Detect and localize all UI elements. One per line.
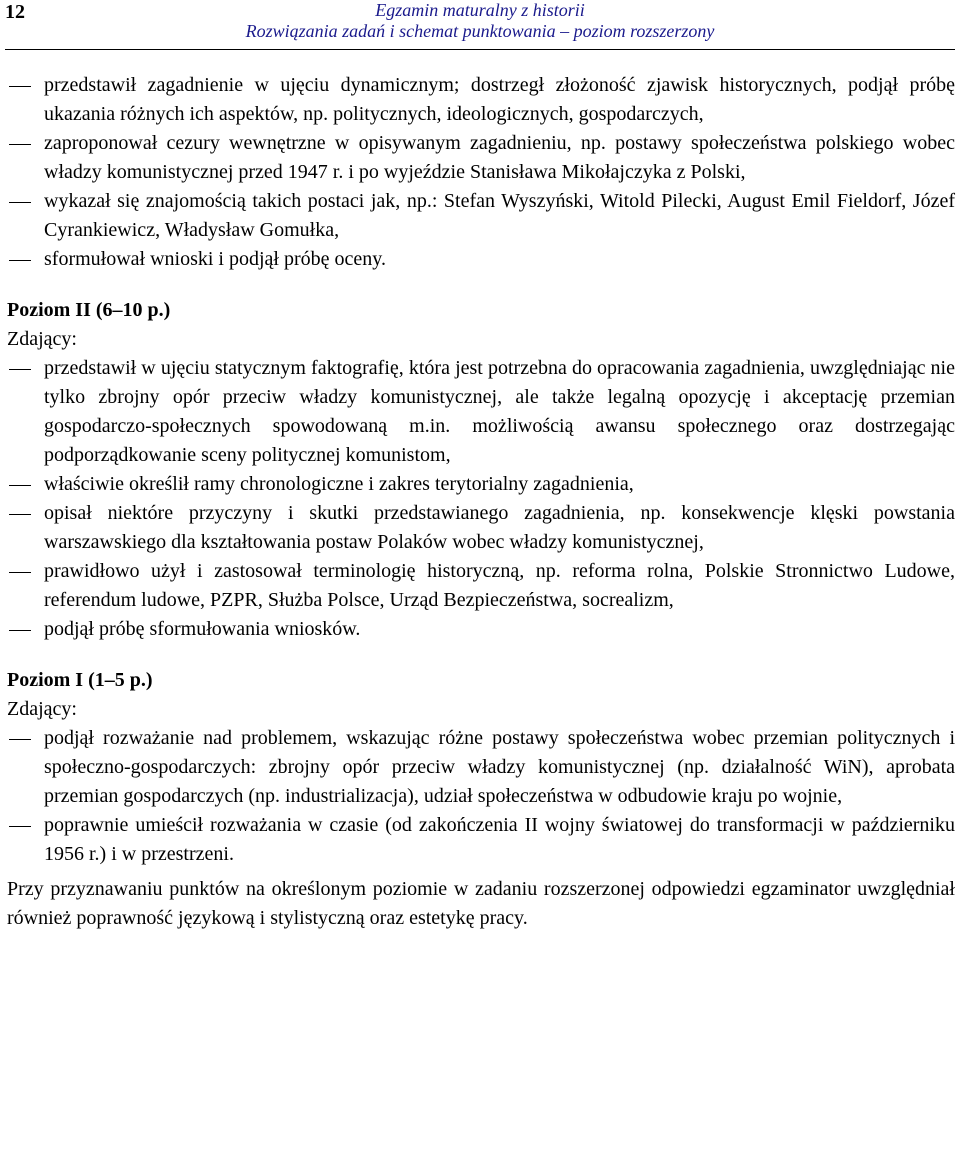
level-2-criteria-list xyxy=(7,354,955,644)
list-item xyxy=(7,499,955,557)
level-1-criteria-list xyxy=(7,724,955,869)
list-item-text: przedstawił w ujęciu statycznym faktografię, która jest potrzebna do opracowania zagadnienia, uwzględniając nie tylko zbrojny opór przeciw władzy komunistycznej, ale także legalną opozycję i akceptację przemian gospodarczo-społecznych spowodowaną m.in. możliwością awansu społecznego oraz dostrzegając podporządkowanie sceny politycznej komunistom, xyxy=(44,357,955,466)
list-item-text: poprawnie umieścił rozważania w czasie (od zakończenia II wojny światowej do transformacji w październiku 1956 r.) i w przestrzeni. xyxy=(44,814,955,865)
page-number: 12 xyxy=(5,1,25,23)
scoring-note: Przy przyznawaniu punktów na określonym poziomie w zadaniu rozszerzonej odpowiedzi egzaminator uwzględniał również poprawność językową i stylistyczną oraz estetykę pracy. xyxy=(7,878,955,929)
list-item xyxy=(7,470,955,499)
list-item-text: podjął rozważanie nad problemem, wskazując różne postawy społeczeństwa wobec przemian politycznych i społeczno-gospodarczych: zbrojny opór przeciw władzy komunistycznej (np. działalność WiN), aprobata przemian gospodarczych (np. industrializacja), udział społeczeństwa w odbudowie kraju po wojnie, xyxy=(44,727,955,807)
list-item xyxy=(7,354,955,470)
list-item-text: opisał niektóre przyczyny i skutki przedstawianego zagadnienia, np. konsekwencje klęski powstania warszawskiego dla kształtowania postaw Polaków wobec władzy komunistycznej, xyxy=(44,502,955,553)
list-item-text: prawidłowo użył i zastosował terminologię historyczną, np. reforma rolna, Polskie Stronnictwo Ludowe, referendum ludowe, PZPR, Służba Polsce, Urząd Bezpieczeństwa, socrealizm, xyxy=(44,560,955,611)
list-item-text: właściwie określił ramy chronologiczne i zakres terytorialny zagadnienia, xyxy=(44,473,634,495)
level-1-heading: Poziom I (1–5 p.) xyxy=(7,669,153,691)
header-divider xyxy=(5,49,955,50)
header-title-line1: Egzamin maturalny z historii xyxy=(375,0,585,20)
document-body xyxy=(7,71,955,933)
level-2-heading: Poziom II (6–10 p.) xyxy=(7,299,171,321)
list-item-text: podjął próbę sformułowania wniosków. xyxy=(44,618,361,640)
list-item xyxy=(7,187,955,245)
level-1-zdajacy-label: Zdający: xyxy=(7,698,77,720)
level-2-zdajacy-label: Zdający: xyxy=(7,328,77,350)
list-item xyxy=(7,615,955,644)
header-titles xyxy=(0,0,960,42)
list-item xyxy=(7,129,955,187)
header-title-line2: Rozwiązania zadań i schemat punktowania – poziom rozszerzony xyxy=(245,21,715,41)
list-item-text: zaproponował cezury wewnętrzne w opisywanym zagadnieniu, np. postawy społeczeństwa polskiego wobec władzy komunistycznej przed 1947 r. i po wyjeździe Stanisława Mikołajczyka z Polski, xyxy=(44,132,955,183)
page-header xyxy=(0,0,960,50)
list-item-text: przedstawił zagadnienie w ujęciu dynamicznym; dostrzegł złożoność zjawisk historycznych, podjął próbę ukazania różnych ich aspektów, np. politycznych, ideologicznych, gospodarczych, xyxy=(44,74,955,125)
list-item-text: sformułował wnioski i podjął próbę oceny. xyxy=(44,248,386,270)
list-item-text: wykazał się znajomością takich postaci jak, np.: Stefan Wyszyński, Witold Pilecki, August Emil Fieldorf, Józef Cyrankiewicz, Władysław Gomułka, xyxy=(44,190,955,241)
intro-criteria-list xyxy=(7,71,955,274)
list-item xyxy=(7,557,955,615)
list-item xyxy=(7,71,955,129)
list-item xyxy=(7,724,955,811)
list-item xyxy=(7,811,955,869)
list-item xyxy=(7,245,955,274)
